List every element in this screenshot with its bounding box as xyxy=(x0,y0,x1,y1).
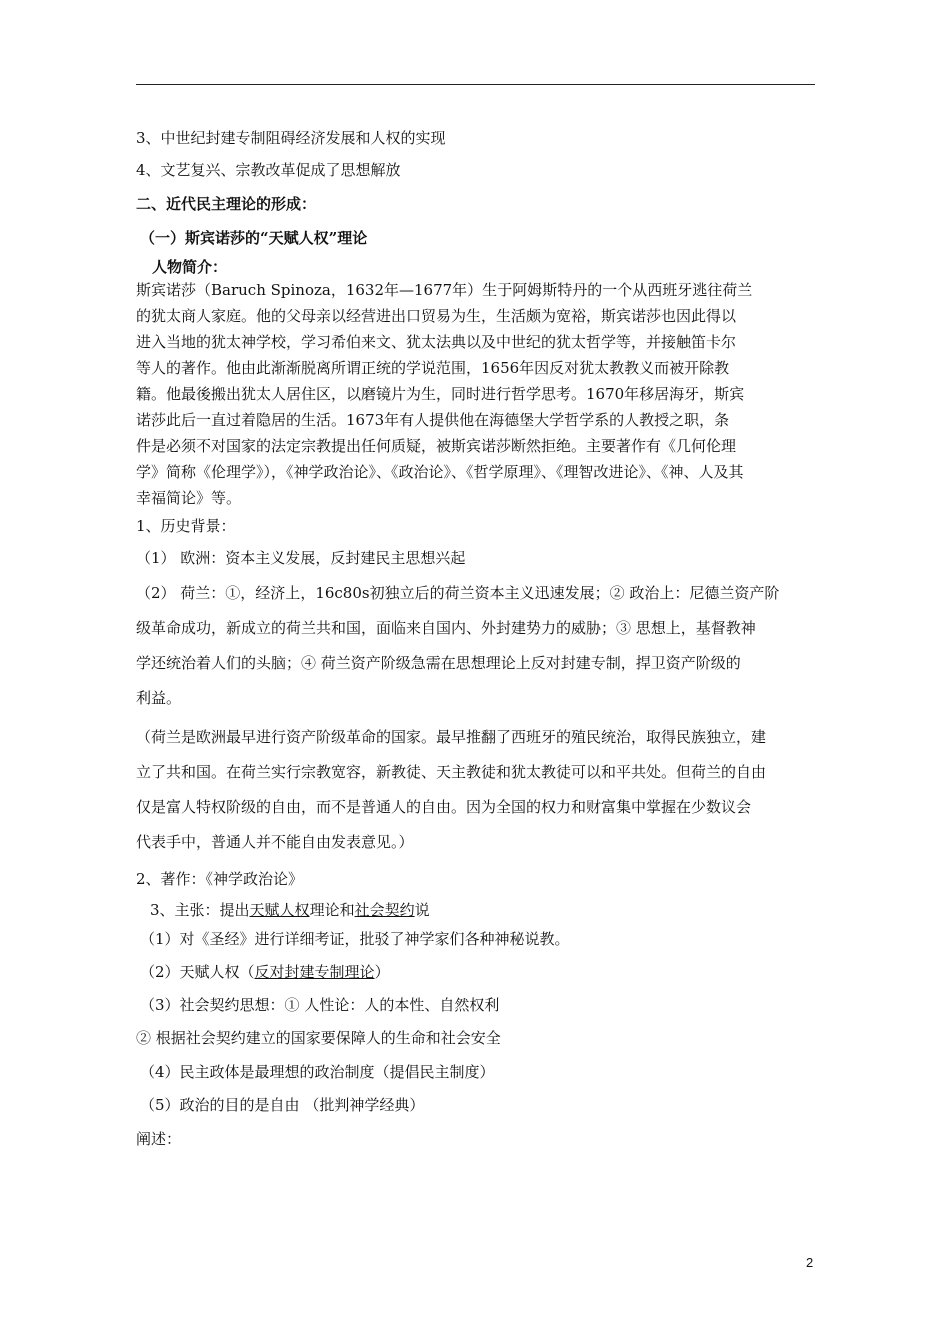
section-heading: 二、近代民主理论的形成： xyxy=(136,195,317,213)
note-line: 立了共和国。在荷兰实行宗教宽容，新教徒、天主教徒和犹太教徒可以和平共处。但荷兰的自由 xyxy=(136,763,767,781)
list-item: ② 根据社会契约建立的国家要保障人的生命和社会安全 xyxy=(136,1029,501,1047)
paragraph-line: 斯宾诺莎（Baruch Spinoza，1632年—1677年）生于阿姆斯特丹的一个从西班牙逃往荷兰 xyxy=(136,281,753,299)
list-item: （2） 荷兰：①，经济上，16c80s初独立后的荷兰资本主义迅速发展；② 政治上：尼德兰资产阶 xyxy=(136,584,780,602)
note-line: 代表手中，普通人并不能自由发表意见。） xyxy=(136,833,414,851)
list-item: 学还统治着人们的头脑；④ 荷兰资产阶级急需在思想理论上反对封建专制，捍卫资产阶级的 xyxy=(136,654,741,672)
list-item: 1、历史背景： xyxy=(136,517,236,535)
header-rule xyxy=(136,84,815,85)
list-item: （3）社会契约思想：① 人性论：人的本性、自然权利 xyxy=(140,996,500,1014)
paragraph-line: 诺莎此后一直过着隐居的生活。1673年有人提供他在海德堡大学哲学系的人教授之职，条 xyxy=(136,411,730,429)
paragraph-line: 的犹太商人家庭。他的父母亲以经营进出口贸易为生，生活颇为宽裕，斯宾诺莎也因此得以 xyxy=(136,307,737,325)
paragraph-line: 幸福简论》等。 xyxy=(136,489,242,507)
paragraph-line: 籍。他最後搬出犹太人居住区，以磨镜片为生，同时进行哲学思考。1670年移居海牙，斯宾 xyxy=(136,385,745,403)
list-item: （1）对《圣经》进行详细考证，批驳了神学家们各种神秘说教。 xyxy=(140,930,570,948)
page-number: 2 xyxy=(806,1255,814,1270)
list-item: 3、中世纪封建专制阻碍经济发展和人权的实现 xyxy=(136,129,446,147)
list-item: （5）政治的目的是自由 （批判神学经典） xyxy=(140,1096,425,1114)
note-line: （荷兰是欧洲最早进行资产阶级革命的国家。最早推翻了西班牙的殖民统治，取得民族独立，建 xyxy=(136,728,767,746)
list-item: 阐述： xyxy=(136,1130,182,1148)
list-item: 3、主张：提出天赋人权理论和社会契约说 xyxy=(150,901,430,919)
paragraph-line: 件是必须不对国家的法定宗教提出任何质疑，被斯宾诺莎断然拒绝。主要著作有《几何伦理 xyxy=(136,437,737,455)
subsection-heading: （一）斯宾诺莎的“天赋人权”理论 xyxy=(140,229,368,247)
list-item: （1） 欧洲：资本主义发展，反封建民主思想兴起 xyxy=(136,549,466,567)
bio-heading: 人物简介： xyxy=(152,258,228,276)
list-item: （4）民主政体是最理想的政治制度（提倡民主制度） xyxy=(140,1063,495,1081)
list-item: 利益。 xyxy=(136,689,182,707)
paragraph-line: 进入当地的犹太神学校，学习希伯来文、犹太法典以及中世纪的犹太哲学等，并接触笛卡尔 xyxy=(136,333,737,351)
underlined-term: 反对封建专制理论 xyxy=(254,963,375,981)
underlined-term: 社会契约 xyxy=(354,901,415,919)
list-item: 2、著作：《神学政治论》 xyxy=(136,870,304,888)
note-line: 仅是富人特权阶级的自由，而不是普通人的自由。因为全国的权力和财富集中掌握在少数议会 xyxy=(136,798,752,816)
underlined-term: 天赋人权 xyxy=(249,901,310,919)
paragraph-line: 等人的著作。他由此渐渐脱离所谓正统的学说范围，1656年因反对犹太教教义而被开除教 xyxy=(136,359,730,377)
list-item: （2）天赋人权（反对封建专制理论） xyxy=(140,963,390,981)
list-item: 级革命成功，新成立的荷兰共和国，面临来自国内、外封建势力的威胁；③ 思想上，基督教神 xyxy=(136,619,756,637)
paragraph-line: 学》简称《伦理学》），《神学政治论》、《政治论》、《哲学原理》、《理智改进论》、《神、人及其 xyxy=(136,463,744,481)
list-item: 4、文艺复兴、宗教改革促成了思想解放 xyxy=(136,161,401,179)
